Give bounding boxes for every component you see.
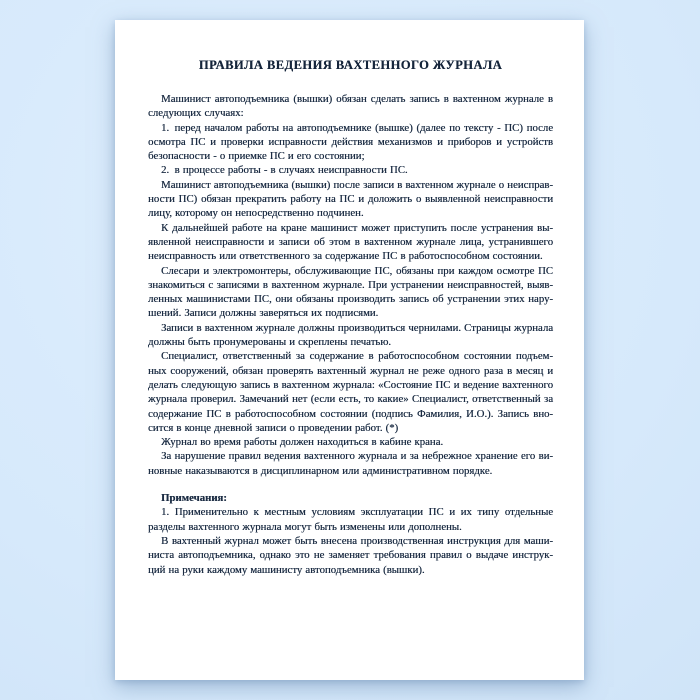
document-paragraph: Слесари и электромонтеры, обслуживающие ПС, обязаны при каждом осмотре ПС знакомиться с записями в вахтенном журнале. При устранении неисправностей, выявленных машинистами ПС, они обязаны производить запись об устранении этих нарушений. Записи должны заверяться их подписями. — [148, 264, 553, 320]
document-body — [148, 92, 553, 577]
document-paragraph: Специалист, ответственный за содержание в работоспособном состоянии подъемных сооружений, обязан проверять вахтенный журнал не реже одного раза в месяц и делать следующую запись в вахтенном журнала: «Состояние ПС и ведение вахтенного журнала проверил. Замечаний нет (если есть, то какие» Специалист, ответственный за содержание ПС в работоспособном состоянии (подпись Фамилия, И.О.). Запись вносится в конце дневной записи о проведении работ. (*) — [148, 350, 553, 434]
document-page — [115, 20, 584, 680]
document-title: ПРАВИЛА ВЕДЕНИЯ ВАХТЕННОГО ЖУРНАЛА — [198, 58, 503, 72]
document-paragraph: 2. в процессе работы - в случаях неисправности ПС. — [161, 164, 408, 177]
notes-heading: Примечания: — [161, 492, 227, 505]
document-paragraph: Машинист автоподъемника (вышки) после записи в вахтенном журнале о неисправности ПС) обязан прекратить работу на ПС и доложить о выявленной неисправности лицу, которому он непосредственно подчинен. — [148, 178, 553, 220]
document-paragraph: За нарушение правил ведения вахтенного журнала и за небрежное хранение его виновные наказываются в дисциплинарном или административном порядке. — [148, 450, 553, 477]
document-paragraph: 1. перед началом работы на автоподъемнике (вышке) (далее по тексту - ПС) после осмотра ПС и проверки исправности действия механизмов и приборов и устройств безопасности - о приемке ПС и его состоянии; — [148, 121, 553, 163]
document-paragraph: Журнал во время работы должен находиться в кабине крана. — [161, 436, 444, 449]
document-paragraph: 1. Применительно к местным условиям эксплуатации ПС и их типу отдельные разделы вахтенного журнала могут быть изменены или дополнены. — [148, 506, 553, 533]
document-paragraph: Машинист автоподъемника (вышки) обязан сделать запись в вахтенном журнале в следующих случаях: — [148, 93, 553, 120]
document-paragraph: В вахтенный журнал может быть внесена производственная инструкция для машиниста автоподъемника, однако это не заменяет требования правил о выдаче инструкций на руки каждому машинисту автоподъемника (вышки). — [148, 534, 553, 576]
document-paragraph: Записи в вахтенном журнале должны производиться чернилами. Страницы журнала должны быть пронумерованы и скреплены печатью. — [148, 321, 553, 349]
document-paragraph: К дальнейшей работе на кране машинист может приступить после устранения выявленной неисправности и записи об этом в вахтенном журнале лица, устранившего неисправность или ответственного за содержание ПС в работоспособном состоянии. — [148, 221, 553, 263]
